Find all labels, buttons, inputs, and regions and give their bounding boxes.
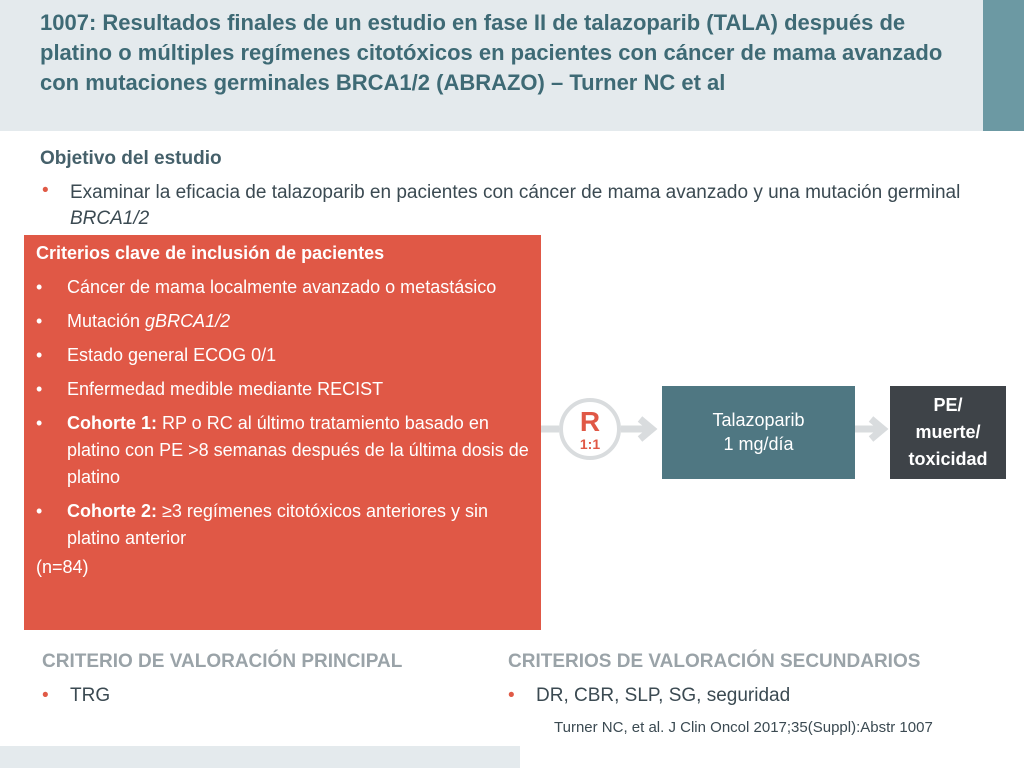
bullet-icon: • [508,685,515,706]
criteria-item-gene: gBRCA1/2 [145,311,231,331]
criteria-heading: Criterios clave de inclusión de pacientes [36,243,385,263]
secondary-endpoint-item: DR, CBR, SLP, SG, seguridad [536,685,791,706]
criteria-item: • Estado general ECOG 0/1 [36,342,529,369]
objective-text-gene: BRCA1/2 [70,208,150,229]
endpoint-line: PE/ [933,395,963,415]
bullet-icon: • [42,685,49,706]
criteria-item: • Enfermedad medible mediante RECIST [36,376,529,403]
secondary-endpoint-heading: CRITERIOS DE VALORACIÓN SECUNDARIOS [508,651,921,672]
citation: Turner NC, et al. J Clin Oncol 2017;35(Suppl):Abstr 1007 [554,719,933,736]
randomization-ratio: 1:1 [579,436,601,452]
sample-size: (n=84) [36,557,89,577]
treatment-dose: 1 mg/día [723,434,794,454]
footer-band [0,746,520,768]
cohort-2-label: Cohorte 2: [67,501,157,521]
randomization-letter: R [579,406,601,437]
cohort-1-label: Cohorte 1: [67,413,157,433]
slide-title: 1007: Resultados finales de un estudio en fase II de talazoparib (TALA) después de platino o múltiples regímenes citotóxicos en pacientes con cáncer de mama avanzado con mutaciones germinales BRCA1/2 (ABRAZO) – Turner NC et al [40,10,943,95]
primary-endpoint-heading: CRITERIO DE VALORACIÓN PRINCIPAL [42,651,403,672]
treatment-drug: Talazoparib [712,410,805,430]
endpoint-box [890,386,1006,479]
endpoint-line: toxicidad [908,449,988,469]
cohort-1-text: RP o RC al último tratamiento basado en platino con PE >8 semanas después de la última dosis de platino [67,413,529,487]
objective-text-main: Examinar la eficacia de talazoparib en pacientes con cáncer de mama avanzado y una mutación germinal [70,182,961,203]
cohort-2-text: ≥3 regímenes citotóxicos anteriores y sin platino anterior [67,501,489,548]
treatment-box [662,386,855,479]
bullet-icon: • [42,180,49,201]
objective-heading: Objetivo del estudio [40,148,222,169]
primary-endpoint-item: TRG [70,685,111,706]
criteria-item: • Cáncer de mama localmente avanzado o metastásico [36,274,529,301]
randomization-circle [559,398,621,460]
criteria-item-text: Mutación [67,311,146,331]
endpoint-line: muerte/ [915,422,981,442]
